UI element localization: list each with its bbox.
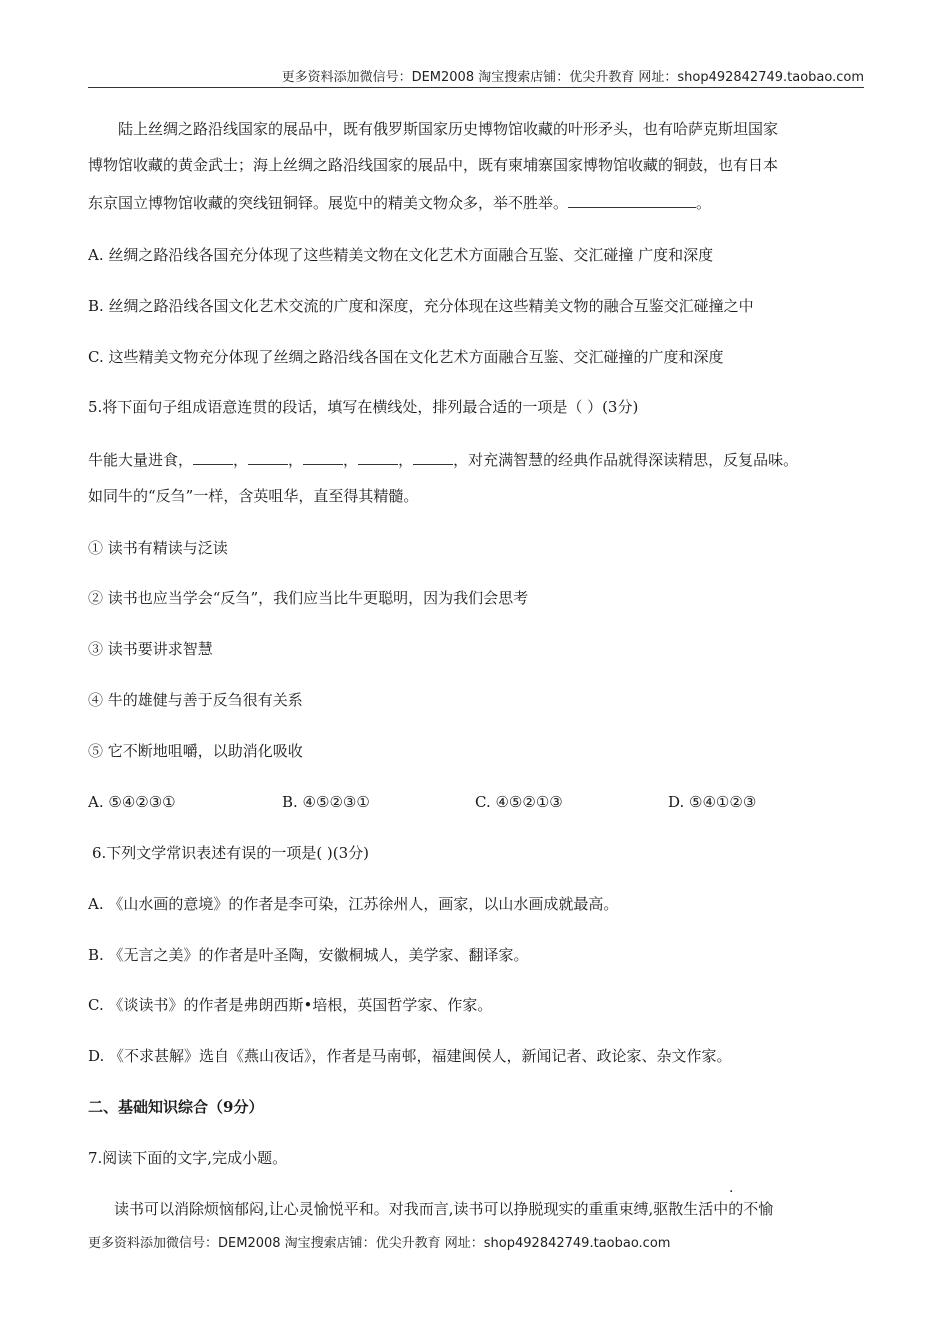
answer-blank xyxy=(358,450,398,465)
question-7-passage: 读书可以消除烦恼郁闷,让心灵愉悦平和。对我而言,读书可以挣脱现实的重重束缚,驱散生活中的不愉 xyxy=(114,1200,774,1218)
passage-line-with-blank xyxy=(88,193,711,213)
passage-end: 。 xyxy=(696,194,712,212)
emphasis-dot: · xyxy=(729,1184,734,1200)
passage-text: 东京国立博物馆收藏的突线钮铜铎。展览中的精美文物众多，举不胜举。 xyxy=(88,194,569,212)
option-a: A. 丝绸之路沿线各国充分体现了这些精美文物在文化艺术方面融合互鉴、交汇碰撞 广度和深度 xyxy=(88,246,714,264)
sentence-4: ④ 牛的雄健与善于反刍很有关系 xyxy=(88,691,303,709)
q5-option-c: C. ④⑤②①③ xyxy=(475,793,563,811)
sentence-3: ③ 读书要讲求智慧 xyxy=(88,640,213,658)
q5-option-a: A. ⑤④②③① xyxy=(88,793,176,811)
question-5-stem: 5.将下面句子组成语意连贯的段话，填写在横线处，排列最合适的一项是（ ）(3分) xyxy=(88,398,639,416)
q6-option-d: D. 《不求甚解》选自《燕山夜话》，作者是马南邨，福建闽侯人，新闻记者、政论家、杂文作家。 xyxy=(88,1047,732,1065)
separator: ， xyxy=(343,451,359,469)
page-header: 更多资料添加微信号：DEM2008 淘宝搜索店铺：优尖升教育 网址：shop492842749.taobao.com xyxy=(281,70,864,85)
q6-option-b: B. 《无言之美》的作者是叶圣陶，安徽桐城人，美学家、翻译家。 xyxy=(88,946,529,964)
separator: ， xyxy=(398,451,414,469)
passage-line: 博物馆收藏的黄金武士；海上丝绸之路沿线国家的展品中，既有柬埔寨国家博物馆收藏的铜鼓，也有日本 xyxy=(88,156,779,174)
question-6-stem: 6.下列文学常识表述有误的一项是( )(3分) xyxy=(92,844,370,862)
section-title: 二、基础知识综合（9分） xyxy=(88,1098,264,1116)
passage-text: 牛能大量进食， xyxy=(88,451,194,469)
answer-blank xyxy=(248,450,288,465)
question-5-passage-line2: 如同牛的“反刍”一样，含英咀华，直至得其精髓。 xyxy=(88,487,419,505)
separator: ， xyxy=(233,451,249,469)
sentence-2: ② 读书也应当学会“反刍”，我们应当比牛更聪明，因为我们会思考 xyxy=(88,589,529,607)
option-c: C. 这些精美文物充分体现了丝绸之路沿线各国在文化艺术方面融合互鉴、交汇碰撞的广度和深度 xyxy=(88,348,724,366)
option-b: B. 丝绸之路沿线各国文化艺术交流的广度和深度，充分体现在这些精美文物的融合互鉴交汇碰撞之中 xyxy=(88,297,754,315)
passage-line: 陆上丝绸之路沿线国家的展品中，既有俄罗斯国家历史博物馆收藏的叶形矛头，也有哈萨克斯坦国家 xyxy=(118,120,779,138)
answer-blank xyxy=(303,450,343,465)
q6-option-a: A. 《山水画的意境》的作者是李可染，江苏徐州人，画家，以山水画成就最高。 xyxy=(88,895,619,913)
passage-text: ，对充满智慧的经典作品就得深读精思，反复品味。 xyxy=(453,451,799,469)
question-7-stem: 7.阅读下面的文字,完成小题。 xyxy=(88,1149,288,1167)
page-footer: 更多资料添加微信号：DEM2008 淘宝搜索店铺：优尖升教育 网址：shop492842749.taobao.com xyxy=(88,1236,671,1251)
sentence-5: ⑤ 它不断地咀嚼，以助消化吸收 xyxy=(88,742,303,760)
q5-option-d: D. ⑤④①②③ xyxy=(668,793,757,811)
answer-blank xyxy=(193,450,233,465)
answer-blank xyxy=(568,193,696,208)
q6-option-c: C. 《谈读书》的作者是弗朗西斯•培根，英国哲学家、作家。 xyxy=(88,996,493,1014)
question-5-passage xyxy=(88,450,798,470)
q5-option-b: B. ④⑤②③① xyxy=(282,793,370,811)
answer-blank xyxy=(413,450,453,465)
sentence-1: ① 读书有精读与泛读 xyxy=(88,539,228,557)
header-divider xyxy=(88,87,864,88)
separator: ， xyxy=(288,451,304,469)
